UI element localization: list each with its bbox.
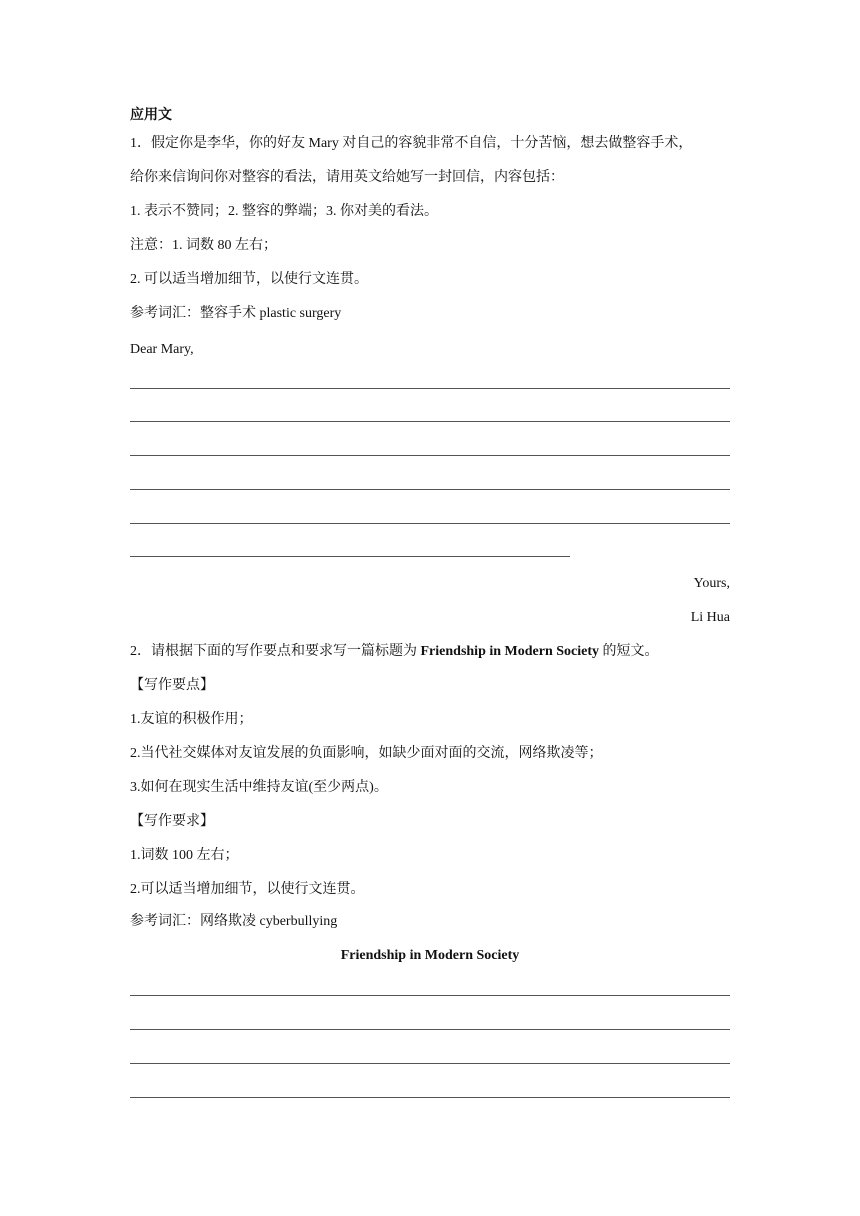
task2-prompt-suffix: 的短文。: [599, 644, 659, 659]
writing-point-2: 2.当代社交媒体对友谊发展的负面影响，如缺少面对面的交流，网络欺凌等；: [130, 746, 603, 761]
essay-title: Friendship in Modern Society: [340, 948, 520, 963]
answer-line: [130, 995, 730, 996]
writing-requirement-2: 2.可以适当增加细节，以使行文连贯。: [130, 882, 365, 897]
answer-line: [130, 421, 730, 422]
section-heading: 应用文: [130, 108, 172, 123]
letter-signature: Li Hua: [690, 610, 730, 625]
task1-prompt-line2: 给你来信询问你对整容的看法，请用英文给她写一封回信，内容包括：: [130, 170, 564, 185]
task1-content-points: 1. 表示不赞同；2. 整容的弊端；3. 你对美的看法。: [130, 204, 438, 219]
writing-requirement-1: 1.词数 100 左右；: [130, 848, 239, 863]
answer-line: [130, 523, 730, 524]
task2-prompt: [130, 642, 730, 662]
task1-prompt-line1: 1．假定你是李华，你的好友 Mary 对自己的容貌非常不自信，十分苦恼，想去做整容手术，: [130, 136, 693, 151]
letter-greeting: Dear Mary,: [130, 342, 194, 357]
writing-point-3: 3.如何在现实生活中维持友谊(至少两点)。: [130, 780, 388, 795]
task2-prompt-prefix: 2．请根据下面的写作要点和要求写一篇标题为: [130, 644, 421, 659]
answer-line: [130, 489, 730, 490]
task1-vocab: 参考词汇：整容手术 plastic surgery: [130, 306, 342, 321]
answer-line: [130, 556, 570, 557]
writing-points-header: 【写作要点】: [130, 678, 214, 693]
answer-line: [130, 1029, 730, 1030]
letter-closing: Yours,: [693, 576, 730, 591]
writing-point-1: 1.友谊的积极作用；: [130, 712, 253, 727]
task1-note2: 2. 可以适当增加细节，以使行文连贯。: [130, 272, 368, 287]
answer-line: [130, 1063, 730, 1064]
answer-line: [130, 388, 730, 389]
writing-requirements-header: 【写作要求】: [130, 814, 214, 829]
answer-line: [130, 1097, 730, 1098]
task2-prompt-title: Friendship in Modern Society: [420, 644, 600, 659]
task1-note1: 注意：1. 词数 80 左右；: [130, 238, 277, 253]
task2-vocab: 参考词汇：网络欺凌 cyberbullying: [130, 914, 338, 929]
answer-line: [130, 455, 730, 456]
